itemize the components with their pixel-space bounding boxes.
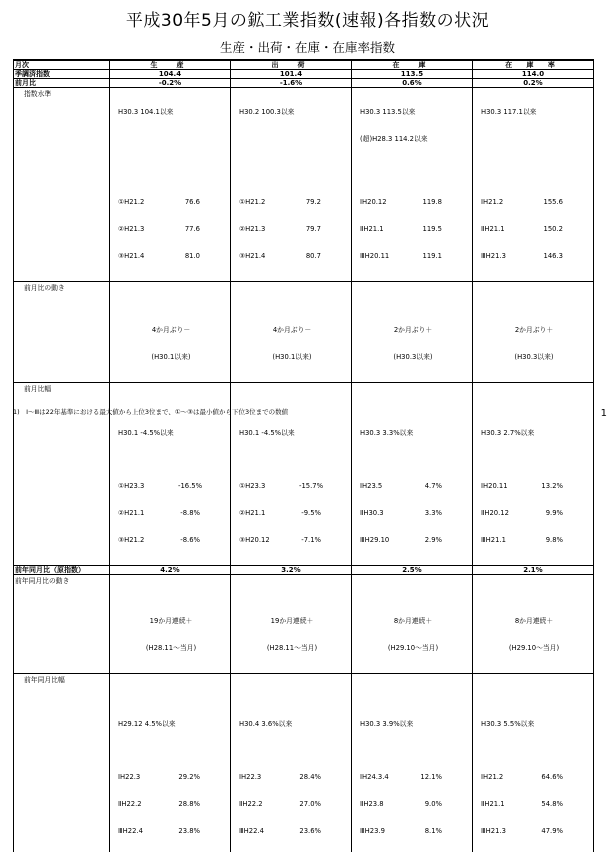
mom-value: -1.6% xyxy=(231,79,352,88)
mom-trend-shipments: 4か月ぶり－ (H30.1以来) xyxy=(231,282,352,383)
yoy-range-shipments: H30.4 3.6%以来 ⅠH22.3 28.4% ⅡH22.2 27.0% ⅢH22.4 23.6% xyxy=(231,674,352,852)
yoy-value: 4.2% xyxy=(110,566,231,575)
yoy-range-label: 前年同月比幅 xyxy=(14,674,110,852)
mom-range-inventory: H30.3 3.3%以来 ⅠH23.5 4.7% ⅡH30.3 3.3% ⅢH29.10 2.9% xyxy=(352,383,473,566)
header-inventory-ratio: 在 庫 率 xyxy=(473,60,594,70)
mom-range-inventory-ratio: H30.3 2.7%以来 ⅠH20.11 13.2% ⅡH20.12 9.9% ⅢH21.1 9.8% xyxy=(473,383,594,566)
yoy-value: 3.2% xyxy=(231,566,352,575)
mom-value: 0.6% xyxy=(352,79,473,88)
yoy-trend-inventory-ratio: 8か月連続＋ (H29.10～当月) xyxy=(473,575,594,674)
yoy-range-inventory-ratio: H30.3 5.5%以来 ⅠH21.2 64.6% ⅡH21.1 54.8% ⅢH21.3 47.9% xyxy=(473,674,594,852)
mom-trend-inventory: 2か月ぶり＋ (H30.3以来) xyxy=(352,282,473,383)
seasonal-label: 季調済指数 xyxy=(14,70,110,79)
yoy-trend-inventory: 8か月連続＋ (H29.10～当月) xyxy=(352,575,473,674)
index-table xyxy=(13,59,594,852)
header-month: 月次 xyxy=(14,60,110,70)
mom-trend-production: 4か月ぶり－ (H30.1以来) xyxy=(110,282,231,383)
mom-range-label: 前月比幅 xyxy=(14,383,110,566)
index-level-inventory-ratio: H30.3 117.1以来 ⅠH21.2 155.6 ⅡH21.1 150.2 ⅢH21.3 146.3 xyxy=(473,88,594,282)
footnote: 1) Ⅰ～Ⅲは22年基準における最大値から上位3位まで、①～③は最小値から下位3位までの数値 xyxy=(13,407,288,416)
header-shipments: 出 荷 xyxy=(231,60,352,70)
yoy-range-inventory: H30.3 3.9%以来 ⅠH24.3.4 12.1% ⅡH23.8 9.0% ⅢH23.9 8.1% xyxy=(352,674,473,852)
index-level-inventory: H30.3 113.5以来 (超)H28.3 114.2以来 ⅠH20.12 119.8 ⅡH21.1 119.5 ⅢH20.11 119.1 xyxy=(352,88,473,282)
mom-trend-label: 前月比の動き xyxy=(14,282,110,383)
mom-trend-inventory-ratio: 2か月ぶり＋ (H30.3以来) xyxy=(473,282,594,383)
mom-label: 前月比 xyxy=(14,79,110,88)
seasonal-value: 101.4 xyxy=(231,70,352,79)
yoy-trend-label: 前年同月比の動き xyxy=(14,575,110,674)
index-level-label: 指数水準 xyxy=(14,88,110,282)
seasonal-value: 113.5 xyxy=(352,70,473,79)
seasonal-value: 104.4 xyxy=(110,70,231,79)
yoy-trend-shipments: 19か月連続＋ (H28.11～当月) xyxy=(231,575,352,674)
mom-range-shipments: H30.1 -4.5%以来 ①H23.3 -15.7% ②H21.1 -9.5% ③H20.12 -7.1% xyxy=(231,383,352,566)
index-level-shipments: H30.2 100.3以来 ①H21.2 79.2 ②H21.3 79.7 ③H21.4 80.7 xyxy=(231,88,352,282)
page-number: 1 xyxy=(601,408,607,419)
mom-value: 0.2% xyxy=(473,79,594,88)
index-level-production: H30.3 104.1以来 ①H21.2 76.6 ②H21.3 77.6 ③H21.4 81.0 xyxy=(110,88,231,282)
yoy-trend-production: 19か月連続＋ (H28.11～当月) xyxy=(110,575,231,674)
header-inventory: 在 庫 xyxy=(352,60,473,70)
mom-range-production: H30.1 -4.5%以来 ①H23.3 -16.5% ②H21.1 -8.8% ③H21.2 -8.6% xyxy=(110,383,231,566)
page-title: 平成30年5月の鉱工業指数(速報)各指数の状況 xyxy=(0,6,615,31)
header-production: 生 産 xyxy=(110,60,231,70)
page-subtitle: 生産・出荷・在庫・在庫率指数 xyxy=(0,38,615,56)
yoy-range-production: H29.12 4.5%以来 ⅠH22.3 29.2% ⅡH22.2 28.8% ⅢH22.4 23.8% xyxy=(110,674,231,852)
yoy-label: 前年同月比（原指数） xyxy=(14,566,110,575)
mom-value: -0.2% xyxy=(110,79,231,88)
yoy-value: 2.5% xyxy=(352,566,473,575)
seasonal-value: 114.0 xyxy=(473,70,594,79)
yoy-value: 2.1% xyxy=(473,566,594,575)
